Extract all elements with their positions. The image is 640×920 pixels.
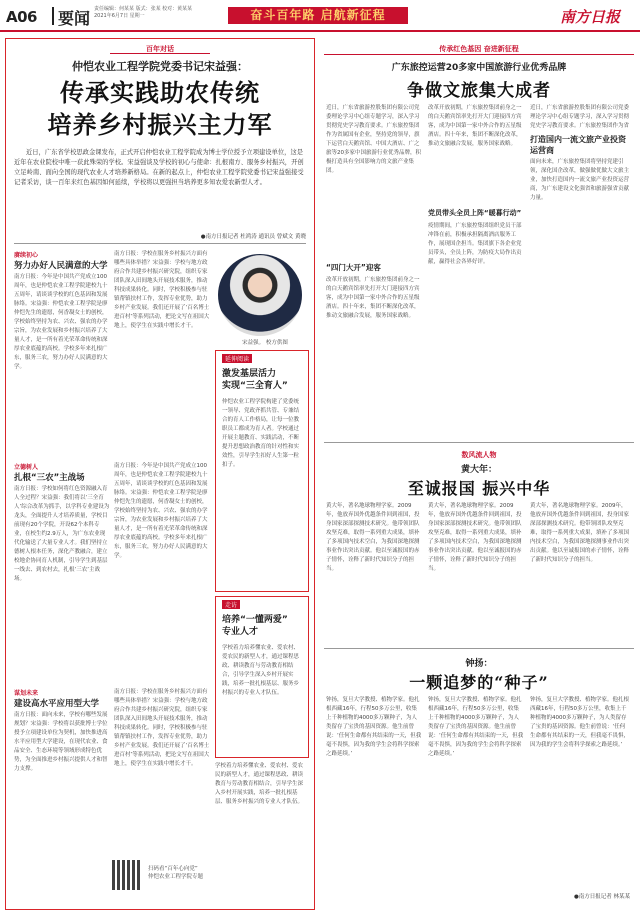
divider [324, 442, 634, 443]
right-kicker: 传承红色基因 奋进新征程 [439, 45, 519, 53]
people-headline-1: 至诚报国 振兴中华 [407, 479, 551, 498]
section3-body-cont: 南方日报：学校在服务乡村振兴方面有哪些具体举措？宋益强：学校与地方政府合作共建乡村振兴研究院，组织专家团队深入田间地头开展技术服务，推动科技成果转化。同时，学校积极参与驻镇帮镇扶村工作，发挥专业优势，助力乡村产业发展。我们还开展了‘百名博士进百村’等系列活动，把论文写在祖国大地上，使学生在实践中增长才干。 [114, 689, 210, 767]
zhong-column-2: 钟扬，复旦大学教授、植物学家。他扎根西藏16年，行程50多万公里，收集上千种植物的4000多万颗种子，为人类留存了宝贵的基因资源。他生前曾说：‘任何生命都有其结束的一天，但我毫不畏惧，因为我的学生会将科学探索之路延续。’ [428, 697, 524, 757]
sidebar-box-1-heading: 激发基层活力 实现“三全育人” [222, 369, 288, 391]
kicker-rule [324, 54, 634, 55]
qr-caption: 扫码看“百年心向党” 仲恺农业工程学院专题 [148, 866, 204, 880]
sidebar-box-2-body: 学校着力培养懂农业、爱农村、爱农民的新型人才，通过课程思政、耕读教育与劳动教育相结合，引导学生深入乡村开展实践，培养一批扎根基层、服务乡村振兴的专业人才队伍。 [222, 645, 300, 696]
people-subtitle-2: 钟扬： [465, 659, 493, 669]
divider [14, 243, 306, 244]
newspaper-logo: 南方日报 [560, 8, 621, 26]
divider [52, 7, 54, 25]
people-headline-2: 一颗追梦的“种子” [409, 673, 549, 692]
right-headline: 争做文旅集大成者 [407, 81, 551, 101]
section3-heading: 建设高水平应用型大学 [14, 699, 100, 709]
section1-tag: 赓续初心 [14, 252, 39, 259]
huang-column-3: 黄大年，著名地球物理学家。2009年，他放弃国外优越条件回到祖国，投身国家深部探测技术研究。他带领团队攻坚克难，取得一系列重大成果，填补了多项国内技术空白，为我国深地探测事业作出突出贡献。他以至诚报国的赤子情怀，诠释了新时代知识分子的担当。 [530, 503, 630, 563]
interview-kicker: 百年对话 [146, 45, 174, 53]
divider [324, 648, 634, 649]
page-number: A06 [6, 8, 37, 26]
portrait-photo [218, 254, 302, 336]
section3-body: 南方日报：面向未来，学校有哪些发展规划？宋益强：学校将以获批博士学位授予立项建设单位为契机，加快推进高水平应用型大学建设，在现代农业、食品安全、生态环境等领域形成特色优势，为全面推进乡村振兴提供人才和智力支撑。 [14, 712, 108, 772]
headline-line-1: 传承实践助农传统 [60, 78, 260, 107]
byline: ●南方日报记者 杜鸿涛 通讯员 曾斌文 黄晓 [200, 234, 306, 240]
section1-body: 南方日报：今年是中国共产党成立100周年，也是仲恺农业工程学院建校九十五周年，请谈谈学校的红色基因和发展脉络。宋益强：仲恺农业工程学院是廖仲恺先生的遗愿，何香凝女士的创校，学校始终坚持为农、兴农、强农的办学宗旨，为农业发展和乡村振兴培养了大量人才，是一所有着光荣革命传统和深厚农业底蕴的高校。学校多年来扎根广东，服务三农，努力办好人民满意的大学。 [14, 274, 108, 370]
huang-column-2: 黄大年，著名地球物理学家。2009年，他放弃国外优越条件回到祖国，投身国家深部探测技术研究。他带领团队攻坚克难，取得一系列重大成果，填补了多项国内技术空白，为我国深地探测事业作出突出贡献。他以至诚报国的赤子情怀，诠释了新时代知识分子的担当。 [428, 503, 522, 572]
sidebar-box-1-label: 延伸阅读 [222, 354, 252, 363]
page-meta: 责任编辑：何某某 版式：张某 校对：黄某某 2021年6月7日 星期一 [94, 6, 193, 19]
page-section-name: 要闻 [58, 9, 91, 28]
lede-paragraph [14, 148, 306, 230]
zhong-column-3: 钟扬，复旦大学教授、植物学家。他扎根西藏16年，行程50多万公里，收集上千种植物的4000多万颗种子，为人类留存了宝贵的基因资源。他生前曾说：‘任何生命都有其结束的一天，但我毫不畏惧，因为我的学生会将科学探索之路延续。’ [530, 697, 630, 748]
tourism-column-3: 近日，广东省旅游控股集团有限公司党委理论学习中心组专题学习，深入学习贯彻党史学习教育要求。广东旅控集团作为省 [530, 105, 630, 129]
huang-column-1: 黄大年，著名地球物理学家。2009年，他放弃国外优越条件回到祖国，投身国家深部探测技术研究。他带领团队攻坚克难，取得一系列重大成果，填补了多项国内技术空白，为我国深地探测事业作出突出贡献。他以至诚报国的赤子情怀，诠释了新时代知识分子的担当。 [326, 503, 420, 572]
kicker-rule [110, 53, 210, 54]
right-subtitle: 广东旅控运营20多家中国旅游行业优秀品牌 [391, 63, 567, 73]
section2-heading: 扎根“三农”主战场 [14, 473, 85, 483]
tourism-subhead-1: “四门大开”迎客 [326, 263, 381, 272]
lede-text: 近日，广东省学校思政金课发布，正式开启仲恺农业工程学院成为博士学位授予立项建设单位，这是近年在农业院校中唯一获此殊荣的学校。宋益强谈及学校的初心与使命：扎根南方、服务乡村振兴，开创立足岭南、面向全国的现代农业人才培养新格局。在新的起点上，仲恺农业工程学院党委书记宋益强接受记者采访，谈一百年来红色基因如何延续，学校将以更强担当培养更多知农爱农新型人才。 [14, 149, 304, 186]
tourism-column-2b: 疫情期间，广东旅控集团组织党员干部冲锋在前，积极承担隔离酒店服务工作，展现国企担当。集团旗下各企业党员带头，全员上阵，为防疫大局作出贡献，赢得社会各界好评。 [428, 223, 522, 265]
tourism-column-1: 近日，广东省旅游控股集团有限公司党委理论学习中心组专题学习，深入学习贯彻党史学习教育要求。广东旅控集团作为省属国有企业，坚持党的领导，旗下运营白天鹅宾馆、中国大酒店、广之旅等20多家中国旅游行业优秀品牌，积极打造具有全国影响力的文旅产业集团。 [326, 105, 421, 174]
slogan-banner: 奋斗百年路 启航新征程 [228, 7, 408, 24]
section2-body: 南方日报：学校如何将红色资源融入育人全过程？宋益强：我们将以‘三全育人’综合改革为抓手，以学科专业建设为龙头，全面提升人才培养质量，学校目前现有20个学院，开设62个本科专业，在校生约2.9万人，为广东农业现代化输送了大量专业人才。我们坚持立德树人根本任务，深化产教融合，建立校地企协同育人机制，引导学生到基层一线去、到农村去，扎根‘三农’主战场。 [14, 486, 110, 582]
section2-body-cont: 南方日报：今年是中国共产党成立100周年，也是仲恺农业工程学院建校九十五周年，请谈谈学校的红色基因和发展脉络。宋益强：仲恺农业工程学院是廖仲恺先生的遗愿，何香凝女士的创校，学校始终坚持为农、兴农、强农的办学宗旨，为农业发展和乡村振兴培养了大量人才，是一所有着光荣革命传统和深厚农业底蕴的高校。学校多年来扎根广东，服务三农，努力办好人民满意的大学。 [114, 463, 208, 559]
bottom-byline: ●南方日报记者 林某某 [573, 894, 630, 900]
section1-heading: 努力办好人民满意的大学 [14, 261, 108, 271]
header-rule [0, 30, 640, 32]
tourism-column-1b: 改革开放初期，广东旅控集团前身之一的白天鹅宾馆率先打开大门迎接四方宾客，成为中国第一家中外合作的五星级酒店。四十年来，集团不断深化改革，推动文旅融合发展，服务国家战略。 [326, 277, 420, 319]
middle-column-body: 南方日报：学校在服务乡村振兴方面有哪些具体举措？宋益强：学校与地方政府合作共建乡村振兴研究院，组织专家团队深入田间地头开展技术服务，推动科技成果转化。同时，学校积极参与驻镇帮镇扶村工作，发挥专业优势，助力乡村产业发展。我们还开展了‘百名博士进百村’等系列活动，把论文写在祖国大地上，使学生在实践中增长才干。 [114, 251, 210, 329]
section3-body-cont2: 学校着力培养懂农业、爱农村、爱农民的新型人才，通过课程思政、耕读教育与劳动教育相结合，引导学生深入乡村开展实践，培养一批扎根基层、服务乡村振兴的专业人才队伍。 [215, 763, 304, 805]
zhong-column-1: 钟扬，复旦大学教授、植物学家。他扎根西藏16年，行程50多万公里，收集上千种植物的4000多万颗种子，为人类留存了宝贵的基因资源。他生前曾说：‘任何生命都有其结束的一天，但我毫不畏惧，因为我的学生会将科学探索之路延续。’ [326, 697, 422, 757]
tourism-subhead-2: 党员带头全员上阵“暖暮行动” [428, 209, 522, 217]
tourism-subhead-3: 打造国内一流文旅产业投资运营商 [530, 135, 626, 155]
tourism-column-3b: 面向未来，广东旅控集团将坚持党建引领，深化国企改革，做强做优做大文旅主业，加快打造国内一流文旅产业投资运营商，为广东建设文化强省和旅游强省贡献力量。 [530, 159, 630, 201]
section2-tag: 立德树人 [14, 464, 39, 471]
people-subtitle-1: 黄大年： [460, 465, 497, 475]
tourism-column-2: 改革开放初期，广东旅控集团前身之一的白天鹅宾馆率先打开大门迎接四方宾客，成为中国第一家中外合作的五星级酒店。四十年来，集团不断深化改革，推动文旅融合发展，服务国家战略。 [428, 105, 522, 147]
interview-subtitle: 仲恺农业工程学院党委书记宋益强： [72, 60, 248, 73]
headline-line-2: 培养乡村振兴主力军 [47, 110, 273, 139]
page-header [0, 0, 640, 30]
photo-caption: 宋益强。 校方供图 [242, 340, 288, 346]
qr-code[interactable] [112, 860, 142, 890]
sidebar-box-2-label: 走访 [222, 600, 240, 609]
sidebar-box-1-body: 仲恺农业工程学院构建了党委统一领导、党政齐抓共管、专兼结合的育人工作格局，让每一位教职员工都成为育人者。学校通过开展主题教育、实践活动，不断提升思想政治教育的针对性和实效性，引导学生扣好人生第一粒扣子。 [222, 399, 300, 468]
section3-tag: 谋划未来 [14, 690, 39, 697]
sidebar-box-2-heading: 培养“一懂两爱” 专业人才 [222, 615, 288, 637]
people-kicker: 数风流人物 [461, 451, 497, 459]
